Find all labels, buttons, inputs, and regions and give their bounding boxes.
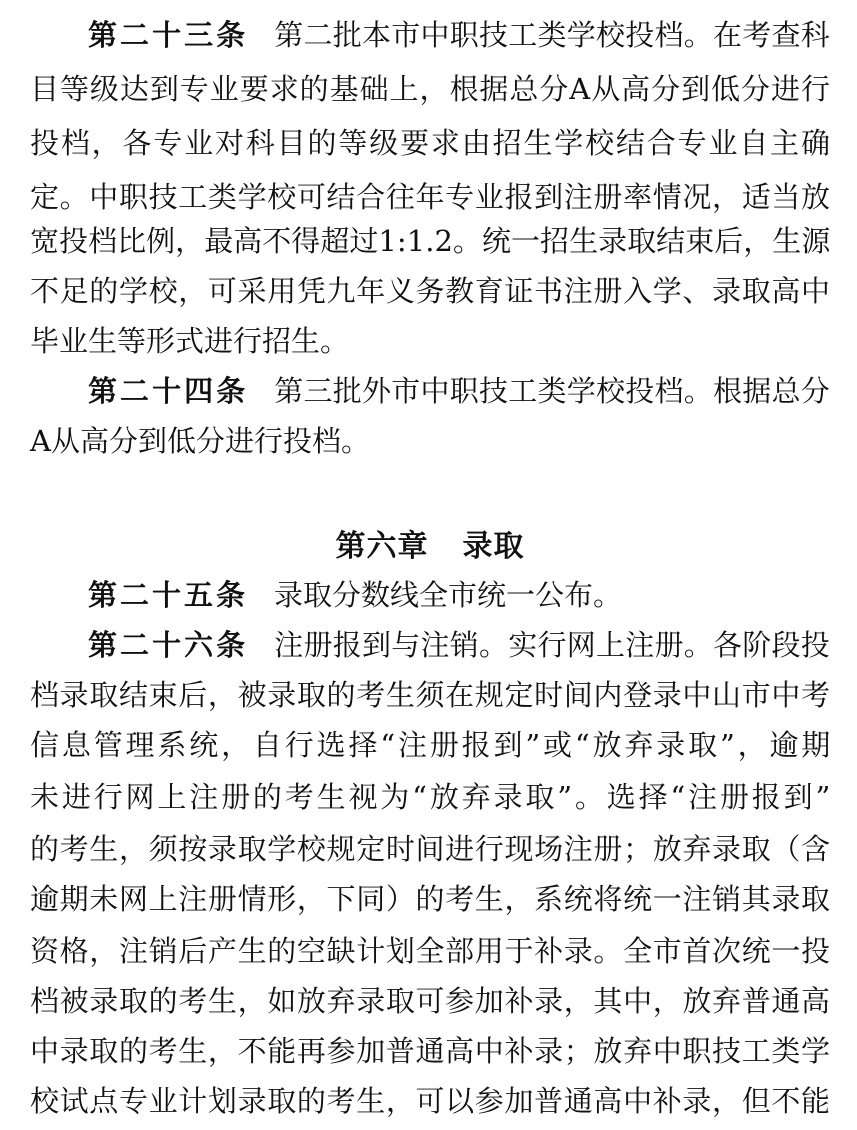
article-26-label: 第二十六条 [88, 628, 249, 662]
article-23-line-2: 投档，各专业对科目的等级要求由招生学校结合专业自主确 [30, 126, 832, 160]
article-23-line-3: 定。中职技工类学校可结合往年专业报到注册率情况，适当放 [30, 180, 831, 214]
article-25-label: 第二十五条 [88, 578, 249, 612]
article-26-line-6: 资格，注销后产生的空缺计划全部用于补录。全市首次统一投 [30, 934, 831, 968]
article-23-line-1: 目等级达到专业要求的基础上，根据总分A从高分到低分进行 [30, 72, 831, 106]
article-26-line-9: 校试点专业计划录取的考生，可以参加普通高中补录，但不能 [30, 1084, 831, 1118]
article-24-label: 第二十四条 [88, 374, 249, 408]
article-23-label: 第二十三条 [88, 18, 249, 52]
chapter-number: 第六章 [335, 529, 429, 564]
article-23-line-0: 第二批本市中职技工类学校投档。在考查科 [274, 18, 830, 52]
chapter-title: 录取 [462, 529, 525, 564]
article-24-line-0: 第三批外市中职技工类学校投档。根据总分 [274, 374, 830, 408]
article-23-line-4: 宽投档比例，最高不得超过1:1.2。统一招生录取结束后，生源 [30, 224, 831, 258]
article-23-first-line [88, 6, 830, 64]
article-26-line-8: 中录取的考生，不能再参加普通高中补录；放弃中职技工类学 [30, 1034, 831, 1068]
article-23-line-6: 毕业生等形式进行招生。 [30, 324, 350, 358]
article-26-line-5: 逾期未网上注册情形，下同）的考生，系统将统一注销其录取 [30, 882, 831, 916]
article-26-line-4: 的考生，须按录取学校规定时间进行现场注册；放弃录取（含 [30, 832, 831, 866]
article-26-line-0: 注册报到与注销。实行网上注册。各阶段投 [274, 628, 830, 662]
article-26-line-1: 档录取结束后，被录取的考生须在规定时间内登录中山市中考 [30, 678, 831, 712]
article-26-line-2: 信息管理系统，自行选择“注册报到”或“放弃录取”，逾期 [30, 728, 834, 762]
article-23-line-5: 不足的学校，可采用凭九年义务教育证书注册入学、录取高中 [30, 274, 831, 308]
article-26-line-7: 档被录取的考生，如放弃录取可参加补录，其中，放弃普通高 [30, 984, 831, 1018]
article-24-line-1: A从高分到低分进行投档。 [30, 424, 370, 458]
article-25-line-0: 录取分数线全市统一公布。 [274, 578, 623, 612]
article-26-line-3: 未进行网上注册的考生视为“放弃录取”。选择“注册报到” [30, 780, 834, 814]
